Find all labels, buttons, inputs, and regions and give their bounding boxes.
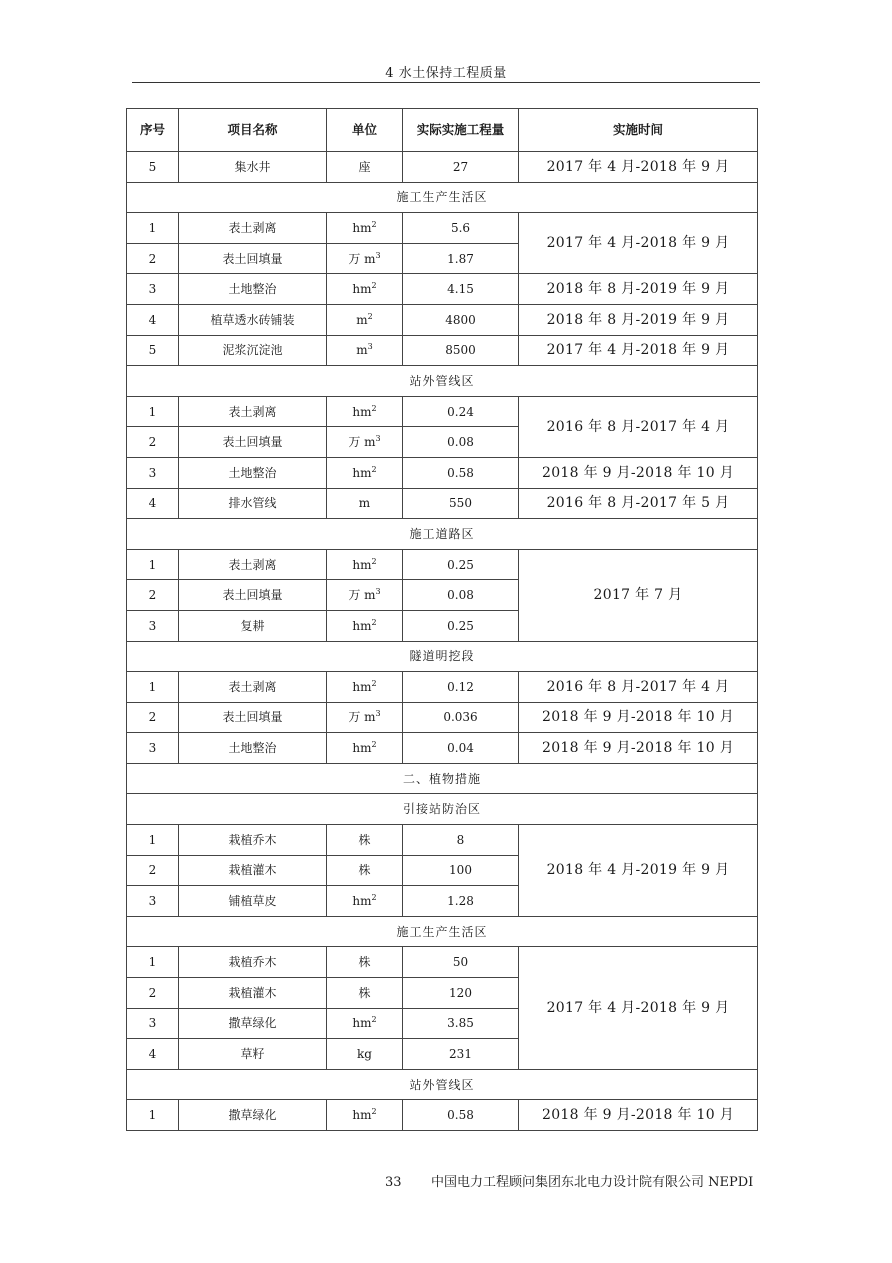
unit-exponent: 2 [371,893,377,903]
row-number: 3 [127,457,179,488]
row-number: 1 [127,825,179,856]
implementation-date: 2017 年 4 月-2018 年 9 月 [519,947,758,1069]
row-number: 3 [127,1008,179,1039]
quantity: 0.04 [403,733,519,764]
row-number: 3 [127,274,179,305]
implementation-date: 2017 年 4 月-2018 年 9 月 [519,152,758,183]
unit: 万 $m^3$ [327,243,403,274]
section-title: 施工道路区 [127,519,758,550]
item-name: 栽植乔木 [179,825,327,856]
item-name: 表土剥离 [179,213,327,244]
section-row [127,763,758,794]
quantity: 0.58 [403,1100,519,1131]
implementation-date: 2018 年 4 月-2019 年 9 月 [519,825,758,917]
quantity: 8 [403,825,519,856]
row-number: 2 [127,855,179,886]
row-number: 2 [127,243,179,274]
unit: $hm^2$ [327,213,403,244]
unit-exponent: 2 [371,219,377,229]
section-title: 站外管线区 [127,366,758,397]
section-row [127,366,758,397]
item-name: 草籽 [179,1039,327,1070]
implementation-date: 2017 年 7 月 [519,549,758,641]
table-row [127,274,758,305]
unit: $hm^2$ [327,733,403,764]
section-row [127,794,758,825]
item-name: 表土回填量 [179,580,327,611]
unit: 万 $m^3$ [327,427,403,458]
unit-exponent: 2 [371,740,377,750]
column-header-no: 序号 [127,109,179,152]
quantity: 4800 [403,304,519,335]
quantity: 4.15 [403,274,519,305]
table-row [127,1100,758,1131]
unit: 万 $m^3$ [327,702,403,733]
item-name: 栽植乔木 [179,947,327,978]
section-title: 施工生产生活区 [127,916,758,947]
item-name: 撒草绿化 [179,1100,327,1131]
quantity: 1.28 [403,886,519,917]
quantity: 0.25 [403,549,519,580]
implementation-date: 2018 年 9 月-2018 年 10 月 [519,457,758,488]
implementation-date: 2018 年 9 月-2018 年 10 月 [519,1100,758,1131]
row-number: 2 [127,978,179,1009]
item-name: 栽植灌木 [179,978,327,1009]
quantity: 8500 [403,335,519,366]
item-name: 排水管线 [179,488,327,519]
table-row [127,213,758,244]
unit-exponent: 3 [375,434,381,444]
quantity: 0.08 [403,580,519,611]
row-number: 2 [127,427,179,458]
table-row [127,733,758,764]
item-name: 复耕 [179,610,327,641]
header-rule [132,82,760,83]
item-name: 表土剥离 [179,396,327,427]
unit-exponent: 2 [367,311,373,321]
quantities-table [126,108,758,1131]
section-row [127,916,758,947]
table-row [127,947,758,978]
row-number: 1 [127,396,179,427]
row-number: 1 [127,672,179,703]
table-row [127,549,758,580]
unit-exponent: 2 [371,617,377,627]
row-number: 5 [127,152,179,183]
unit: 座 [327,152,403,183]
unit: $hm^2$ [327,886,403,917]
unit: 株 [327,855,403,886]
column-header-date: 实施时间 [519,109,758,152]
table-row [127,304,758,335]
running-header: 4 水土保持工程质量 [385,66,507,81]
row-number: 2 [127,702,179,733]
row-number: 1 [127,1100,179,1131]
item-name: 泥浆沉淀池 [179,335,327,366]
section-title: 引接站防治区 [127,794,758,825]
implementation-date: 2018 年 8 月-2019 年 9 月 [519,304,758,335]
row-number: 4 [127,304,179,335]
unit: 万 $m^3$ [327,580,403,611]
item-name: 土地整治 [179,457,327,488]
row-number: 2 [127,580,179,611]
unit: $hm^2$ [327,1008,403,1039]
quantity: 5.6 [403,213,519,244]
table-row [127,672,758,703]
unit-exponent: 2 [371,678,377,688]
unit: $hm^2$ [327,274,403,305]
table-row [127,457,758,488]
item-name: 表土回填量 [179,427,327,458]
unit-exponent: 3 [375,250,381,260]
implementation-date: 2016 年 8 月-2017 年 4 月 [519,672,758,703]
page-number: 33 [385,1175,402,1190]
quantity: 3.85 [403,1008,519,1039]
unit: $hm^2$ [327,610,403,641]
quantity: 50 [403,947,519,978]
item-name: 土地整治 [179,274,327,305]
section-title: 隧道明挖段 [127,641,758,672]
table-row [127,488,758,519]
item-name: 表土回填量 [179,243,327,274]
section-row [127,641,758,672]
table-body [127,152,758,1131]
item-name: 表土剥离 [179,549,327,580]
item-name: 撒草绿化 [179,1008,327,1039]
unit-exponent: 3 [375,709,381,719]
item-name: 集水井 [179,152,327,183]
quantity: 0.12 [403,672,519,703]
item-name: 表土剥离 [179,672,327,703]
section-row [127,182,758,213]
implementation-date: 2018 年 9 月-2018 年 10 月 [519,702,758,733]
quantity: 0.58 [403,457,519,488]
unit: m [327,488,403,519]
column-header-name: 项目名称 [179,109,327,152]
table-row [127,335,758,366]
section-title: 施工生产生活区 [127,182,758,213]
row-number: 4 [127,1039,179,1070]
quantity: 231 [403,1039,519,1070]
row-number: 3 [127,610,179,641]
table-row [127,152,758,183]
quantity: 0.25 [403,610,519,641]
implementation-date: 2016 年 8 月-2017 年 4 月 [519,396,758,457]
table-row [127,702,758,733]
unit: $m^3$ [327,335,403,366]
unit-exponent: 2 [371,281,377,291]
unit: $hm^2$ [327,396,403,427]
unit-exponent: 2 [371,403,377,413]
quantity: 100 [403,855,519,886]
row-number: 3 [127,886,179,917]
implementation-date: 2018 年 8 月-2019 年 9 月 [519,274,758,305]
item-name: 表土回填量 [179,702,327,733]
quantity: 27 [403,152,519,183]
unit-exponent: 2 [371,464,377,474]
implementation-date: 2017 年 4 月-2018 年 9 月 [519,335,758,366]
unit: 株 [327,825,403,856]
item-name: 栽植灌木 [179,855,327,886]
section-title: 站外管线区 [127,1069,758,1100]
unit-exponent: 2 [371,1015,377,1025]
quantity: 0.08 [403,427,519,458]
section-title: 二、植物措施 [127,763,758,794]
implementation-date: 2017 年 4 月-2018 年 9 月 [519,213,758,274]
section-row [127,1069,758,1100]
unit: kg [327,1039,403,1070]
column-header-quantity: 实际实施工程量 [403,109,519,152]
row-number: 4 [127,488,179,519]
row-number: 3 [127,733,179,764]
item-name: 土地整治 [179,733,327,764]
unit: $hm^2$ [327,457,403,488]
quantity: 120 [403,978,519,1009]
implementation-date: 2018 年 9 月-2018 年 10 月 [519,733,758,764]
unit: 株 [327,947,403,978]
row-number: 1 [127,549,179,580]
quantity: 0.036 [403,702,519,733]
unit: $hm^2$ [327,672,403,703]
unit: $m^2$ [327,304,403,335]
quantity: 0.24 [403,396,519,427]
item-name: 铺植草皮 [179,886,327,917]
unit: $hm^2$ [327,1100,403,1131]
page-footer [385,1171,757,1190]
unit-exponent: 3 [375,587,381,597]
section-row [127,519,758,550]
table-row [127,825,758,856]
row-number: 1 [127,947,179,978]
footer-organization: 中国电力工程顾问集团东北电力设计院有限公司 NEPDI [431,1175,754,1190]
unit: $hm^2$ [327,549,403,580]
implementation-date: 2016 年 8 月-2017 年 5 月 [519,488,758,519]
table-row [127,396,758,427]
item-name: 植草透水砖铺装 [179,304,327,335]
table-header-row [127,109,758,152]
unit-exponent: 3 [367,342,373,352]
row-number: 1 [127,213,179,244]
quantity: 1.87 [403,243,519,274]
unit-exponent: 2 [371,556,377,566]
quantity: 550 [403,488,519,519]
column-header-unit: 单位 [327,109,403,152]
unit: 株 [327,978,403,1009]
unit-exponent: 2 [371,1107,377,1117]
row-number: 5 [127,335,179,366]
